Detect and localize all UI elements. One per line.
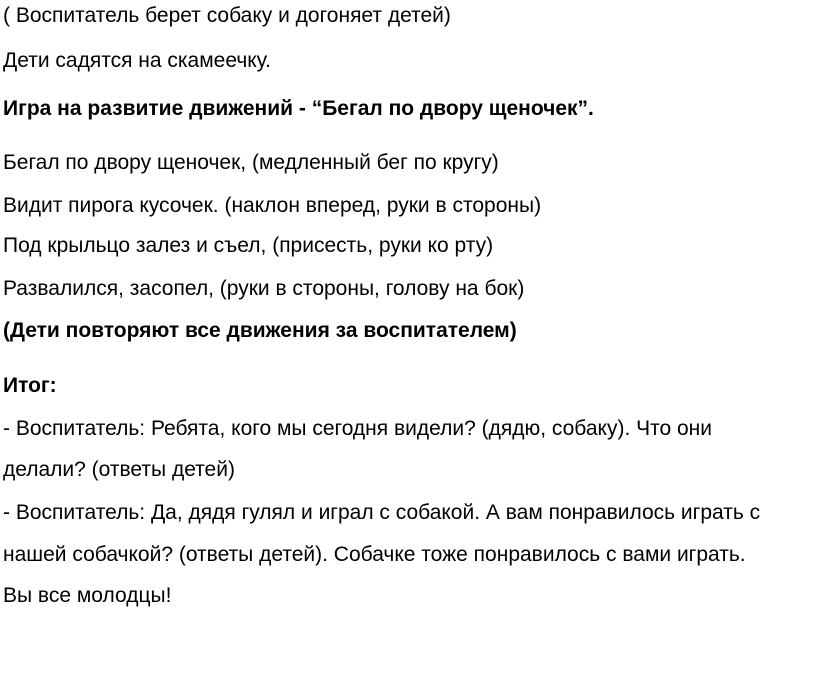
verse-line-4: Развалился, засопел, (руки в стороны, голову на бок)	[3, 277, 525, 300]
summary-line-2: делали? (ответы детей)	[3, 458, 235, 481]
verse-line-1: Бегал по двору щеночек, (медленный бег по кругу)	[3, 151, 499, 174]
summary-line-5: Вы все молодцы!	[3, 584, 172, 607]
verse-line-2: Видит пирога кусочек. (наклон вперед, руки в стороны)	[3, 194, 542, 217]
text-line-teacher-action: ( Воспитатель берет собаку и догоняет детей)	[3, 4, 451, 27]
summary-line-3: - Воспитатель: Да, дядя гулял и играл с собакой. А вам понравилось играть с	[3, 501, 761, 524]
summary-line-1: - Воспитатель: Ребята, кого мы сегодня видели? (дядю, собаку). Что они	[3, 417, 713, 440]
children-repeat-note: (Дети повторяют все движения за воспитателем)	[3, 319, 517, 342]
summary-heading: Итог:	[3, 374, 57, 397]
verse-line-3: Под крыльцо залез и съел, (присесть, руки ко рту)	[3, 234, 494, 257]
text-line-children-sit: Дети садятся на скамеечку.	[3, 49, 271, 72]
game-heading: Игра на развитие движений - “Бегал по двору щеночек”.	[3, 97, 594, 120]
summary-line-4: нашей собачкой? (ответы детей). Собачке тоже понравилось с вами играть.	[3, 543, 746, 566]
